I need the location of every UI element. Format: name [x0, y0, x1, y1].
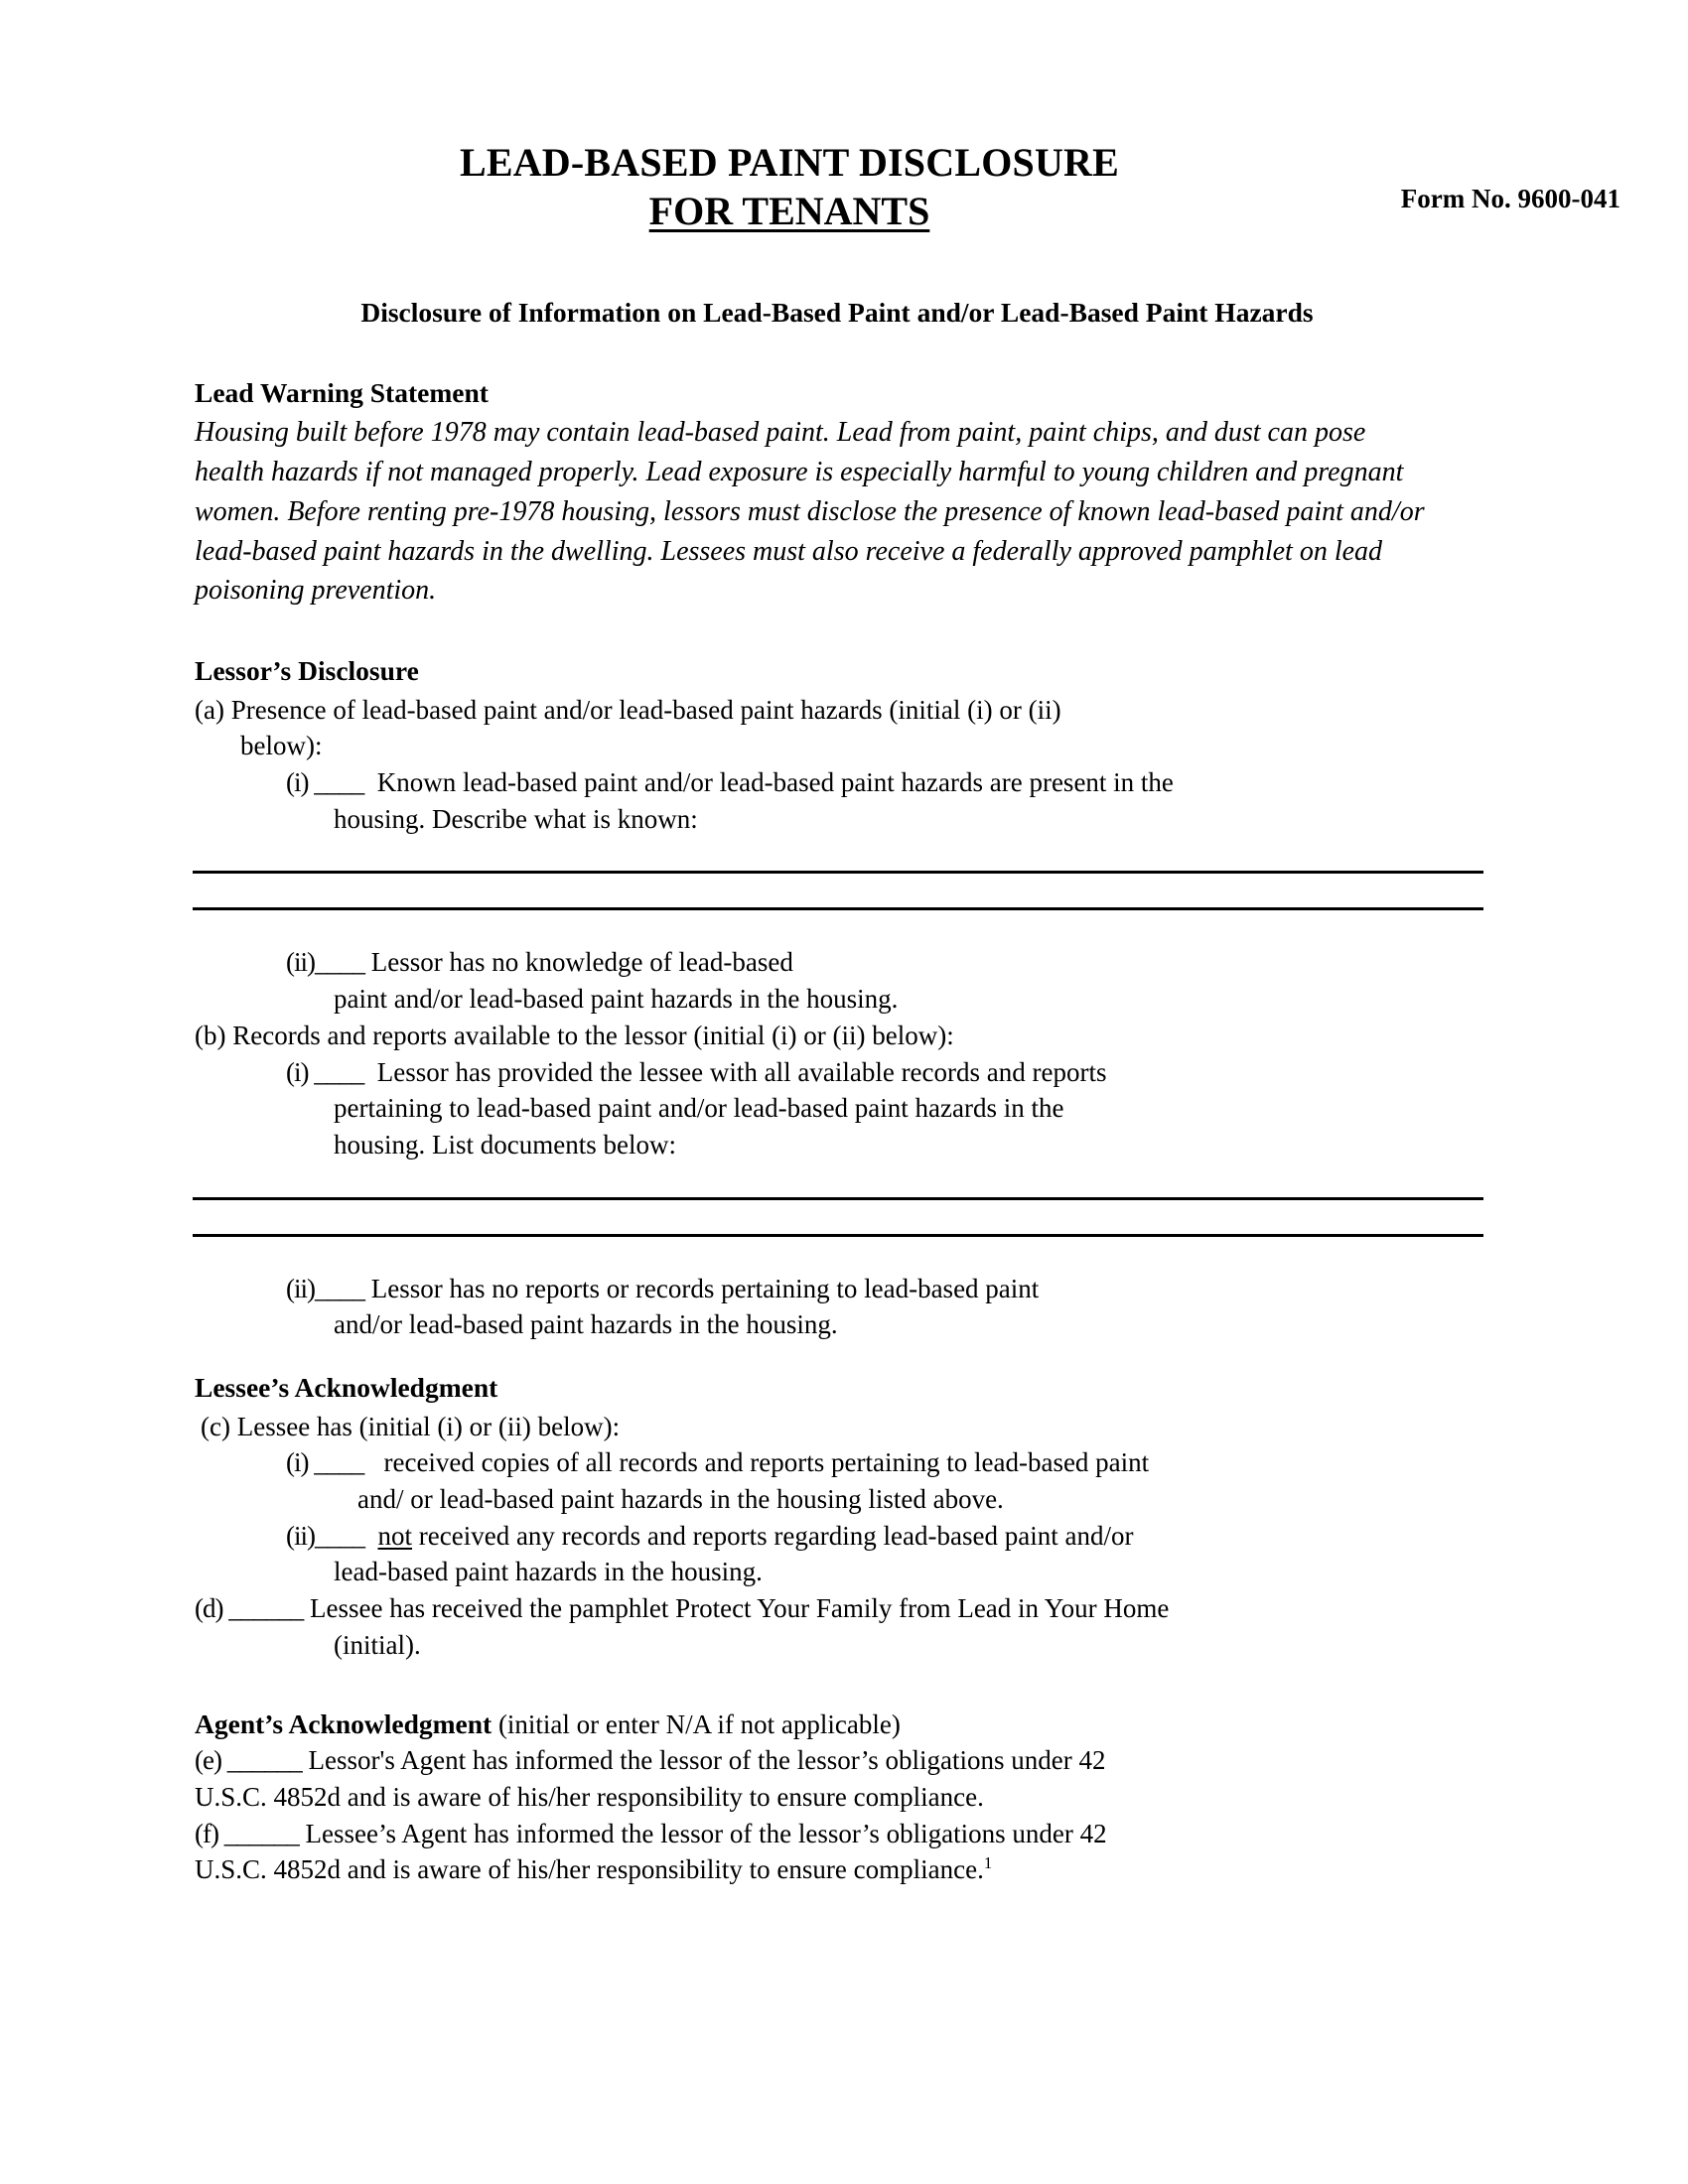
agent-acknowledgment-heading-suffix: (initial or enter N/A if not applicable): [492, 1708, 901, 1739]
item-f-initial-blank[interactable]: (f) ______: [195, 1818, 299, 1848]
item-e: [195, 1742, 1489, 1779]
item-b-ii-line-2: and/or lead-based paint hazards in the housing.: [334, 1309, 838, 1340]
lessee-acknowledgment-heading: Lessee’s Acknowledgment: [195, 1372, 498, 1404]
item-c-i-text: received copies of all records and reports pertaining to lead-based paint: [383, 1447, 1150, 1478]
item-b-i-initial-blank[interactable]: (i) ____: [286, 1056, 364, 1087]
item-c-ii-not-emphasis: not: [377, 1520, 413, 1551]
item-f-line-2-text: U.S.C. 4852d and is aware of his/her responsibility to ensure compliance.: [195, 1854, 984, 1885]
item-d-initial-blank[interactable]: (d) ______: [195, 1593, 304, 1624]
item-e-text: Lessor's Agent has informed the lessor of the lessor’s obligations under 42: [308, 1745, 1106, 1776]
item-c-line-1: (c) Lessee has (initial (i) or (ii) below):: [201, 1411, 621, 1441]
item-e-initial-blank[interactable]: (e) ______: [195, 1745, 302, 1776]
item-b-line-1: (b) Records and reports available to the lessor (initial (i) or (ii) below):: [195, 1020, 954, 1050]
document-title-line-1: LEAD-BASED PAINT DISCLOSURE: [459, 140, 1120, 185]
item-a-i-initial-blank[interactable]: (i) ____: [286, 766, 364, 797]
item-a-ii-text: Lessor has no knowledge of lead-based: [370, 947, 793, 978]
item-a-i-text: Known lead-based paint and/or lead-based paint hazards are present in the: [376, 766, 1174, 797]
item-c-i-initial-blank[interactable]: (i) ____: [286, 1447, 364, 1478]
item-d-text: Lessee has received the pamphlet Protect Your Family from Lead in Your Home: [309, 1593, 1170, 1624]
item-a-line-2: below):: [240, 731, 323, 761]
item-c-ii-initial-blank[interactable]: (ii)____: [286, 1520, 364, 1551]
item-c-ii-line-2: lead-based paint hazards in the housing.: [334, 1557, 763, 1587]
footnote-marker: 1: [983, 1853, 993, 1873]
item-a-i-line-2: housing. Describe what is known:: [334, 803, 698, 834]
item-f: [195, 1816, 1489, 1852]
document-title-line-2-underlined: FOR TENANTS: [648, 188, 930, 233]
lead-warning-heading: Lead Warning Statement: [195, 376, 489, 408]
form-number: Form No. 9600-041: [1400, 184, 1620, 213]
item-a-ii: [286, 944, 1489, 981]
item-c-i-line-2: and/ or lead-based paint hazards in the housing listed above.: [357, 1483, 1004, 1514]
lessor-disclosure-heading: Lessor’s Disclosure: [195, 655, 419, 687]
item-b-i-line-2: pertaining to lead-based paint and/or lead-based paint hazards in the: [334, 1093, 1064, 1124]
item-f-text: Lessee’s Agent has informed the lessor of the lessor’s obligations under 42: [305, 1818, 1107, 1848]
item-a-ii-initial-blank[interactable]: (ii)____: [286, 947, 364, 978]
item-b-i-text: Lessor has provided the lessee with all available records and reports: [376, 1056, 1107, 1087]
item-a-i: [286, 764, 1489, 801]
document-body: [0, 294, 1688, 1889]
item-b-i: [286, 1054, 1489, 1091]
item-b-ii-text: Lessor has no reports or records pertaining to lead-based paint: [370, 1273, 1040, 1303]
item-a-ii-line-2: paint and/or lead-based paint hazards in the housing.: [334, 984, 899, 1015]
item-c-ii-text: received any records and reports regarding lead-based paint and/or: [412, 1520, 1134, 1551]
item-b-ii: [286, 1271, 1489, 1307]
agent-acknowledgment-heading: Agent’s Acknowledgment: [195, 1707, 492, 1739]
document-header: [0, 0, 1688, 236]
lead-warning-body: Housing built before 1978 may contain lead-based paint. Lead from paint, paint chips, and dust can pose health hazards if not managed properly. Lead exposure is especially harmful to young children and pregnant women. Before renting pre-1978 housing, lessors must disclose the presence of known lead-based paint and/or lead-based paint hazards in the dwelling. Lessees must also receive a federally approved pamphlet on lead poisoning prevention.: [195, 417, 1425, 607]
item-b-i-line-3: housing. List documents below:: [334, 1129, 676, 1160]
item-c-ii: [286, 1518, 1489, 1555]
item-a-line-1: (a) Presence of lead-based paint and/or lead-based paint hazards (initial (i) or (ii): [195, 694, 1061, 725]
item-d: [195, 1590, 1489, 1627]
item-b-ii-initial-blank[interactable]: (ii)____: [286, 1273, 364, 1303]
item-e-line-2: U.S.C. 4852d and is aware of his/her responsibility to ensure compliance.: [195, 1782, 984, 1812]
item-f-line-2: [195, 1851, 1489, 1888]
document-subtitle: Disclosure of Information on Lead-Based Paint and/or Lead-Based Paint Hazards: [360, 296, 1314, 328]
item-d-line-2: (initial).: [334, 1629, 421, 1660]
item-c-i: [286, 1444, 1489, 1481]
agent-acknowledgment-heading-row: [195, 1706, 1489, 1743]
